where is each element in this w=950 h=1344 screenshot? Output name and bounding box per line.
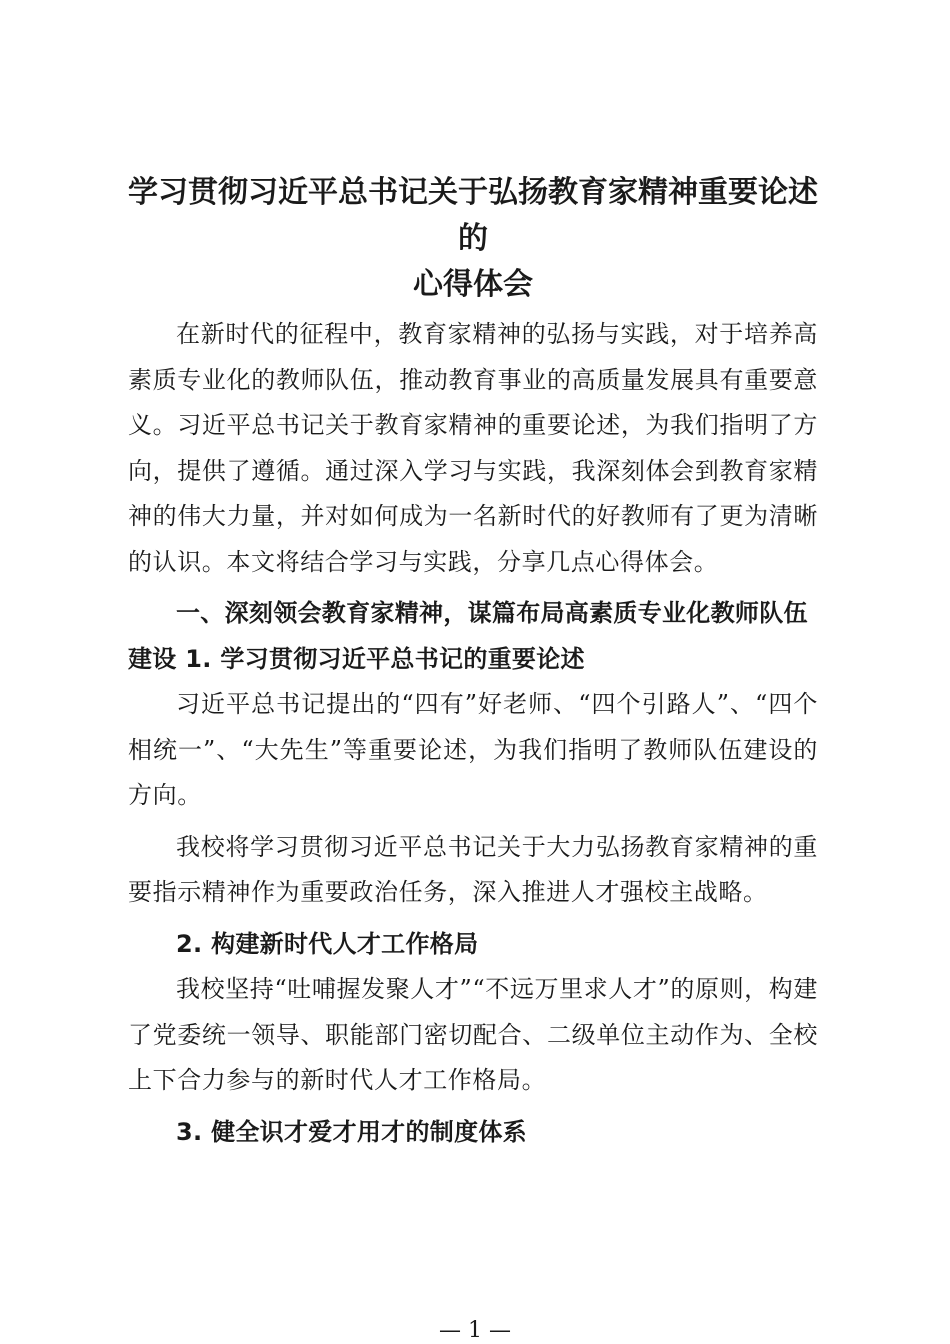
section-1-heading: 一、深刻领会教育家精神，谋篇布局高素质专业化教师队伍建设 1. 学习贯彻习近平总书记的重要论述 xyxy=(128,599,808,673)
page-number: — 1 — xyxy=(439,1318,511,1343)
document-page xyxy=(128,170,818,1155)
document-title xyxy=(128,170,818,308)
title-line-2: 心得体会 xyxy=(413,267,533,302)
title-line-1: 学习贯彻习近平总书记关于弘扬教育家精神重要论述的 xyxy=(128,175,818,256)
body-paragraph: 我校将学习贯彻习近平总书记关于大力弘扬教育家精神的重要指示精神作为重要政治任务，深入推进人才强校主战略。 xyxy=(128,832,818,906)
intro-paragraph: 在新时代的征程中，教育家精神的弘扬与实践，对于培养高素质专业化的教师队伍，推动教育事业的高质量发展具有重要意义。习近平总书记关于教育家精神的重要论述，为我们指明了方向，提供了遵循。通过深入学习与实践，我深刻体会到教育家精神的伟大力量，并对如何成为一名新时代的好教师有了更为清晰的认识。本文将结合学习与实践，分享几点心得体会。 xyxy=(128,320,818,576)
body-paragraph: 我校坚持“吐哺握发聚人才”“不远万里求人才”的原则，构建了党委统一领导、职能部门密切配合、二级单位主动作为、全校上下合力参与的新时代人才工作格局。 xyxy=(128,975,818,1094)
body-paragraph: 习近平总书记提出的“四有”好老师、“四个引路人”、“四个相统一”、“大先生”等重要论述，为我们指明了教师队伍建设的方向。 xyxy=(128,690,818,809)
subsection-3-heading: 3. 健全识才爱才用才的制度体系 xyxy=(176,1117,527,1146)
subsection-2-heading: 2. 构建新时代人才工作格局 xyxy=(176,929,479,958)
